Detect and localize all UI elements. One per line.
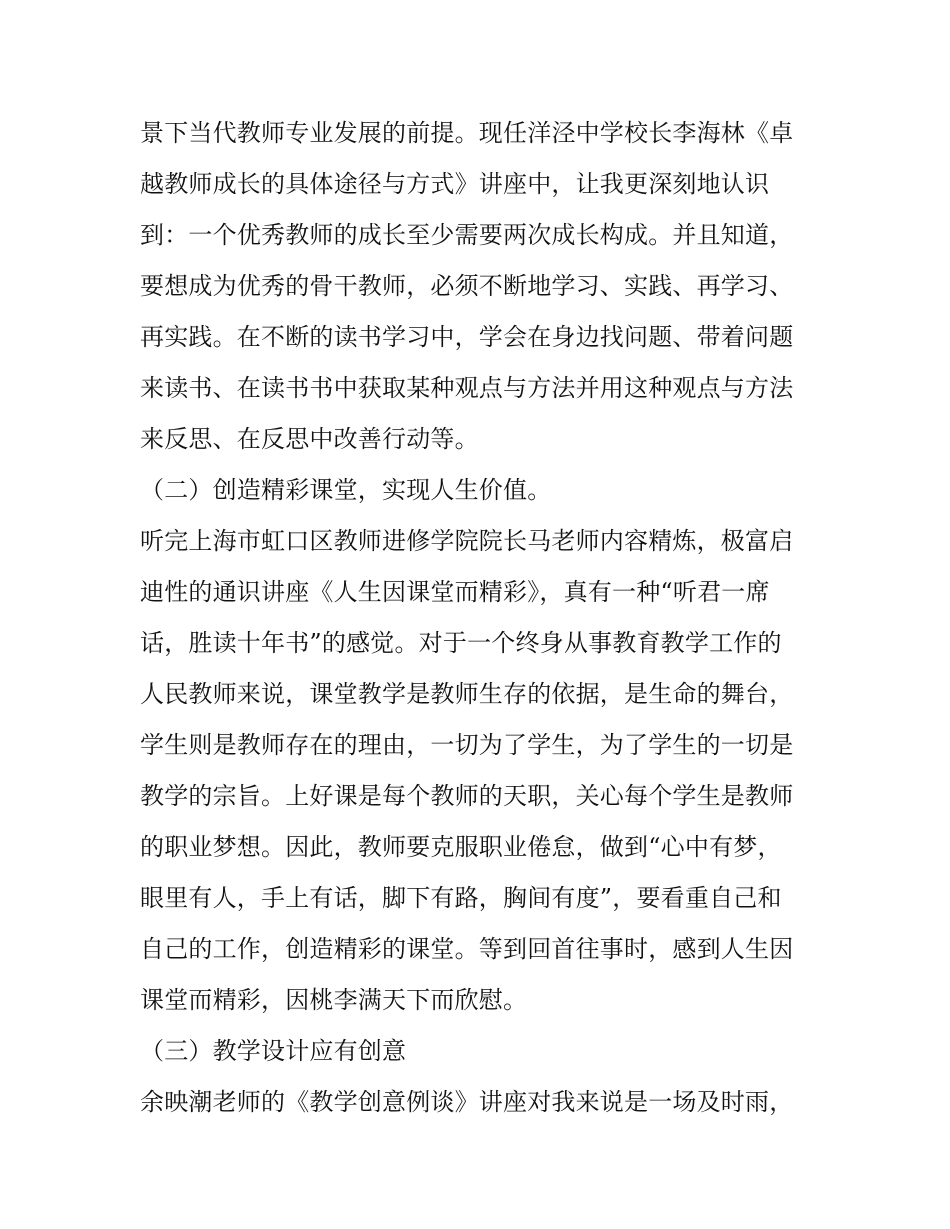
text-line: 景下当代教师专业发展的前提。现任洋泾中学校长李海林《卓 [140, 119, 794, 147]
text-line: 到：一个优秀教师的成长至少需要两次成长构成。并且知道， [140, 221, 794, 249]
text-line: 的职业梦想。因此，教师要克服职业倦怠，做到“心中有梦， [140, 833, 782, 861]
text-line: 眼里有人，手上有话，脚下有路，胸间有度”，要看重自己和 [140, 884, 782, 912]
text-line: 要想成为优秀的骨干教师，必须不断地学习、实践、再学习、 [140, 272, 794, 300]
text-line: 来读书、在读书书中获取某种观点与方法并用这种观点与方法 [140, 374, 794, 402]
text-line: 自己的工作，创造精彩的课堂。等到回首往事时，感到人生因 [140, 935, 794, 963]
text-line: 话，胜读十年书”的感觉。对于一个终身从事教育教学工作的 [140, 629, 782, 657]
section-heading-3: （三）教学设计应有创意 [140, 1037, 407, 1065]
text-line: 迪性的通识讲座《人生因课堂而精彩》，真有一种“听君一席 [140, 578, 770, 606]
text-line: 教学的宗旨。上好课是每个教师的天职，关心每个学生是教师 [140, 782, 794, 810]
text-line: 越教师成长的具体途径与方式》讲座中，让我更深刻地认识 [140, 170, 770, 198]
text-line: 来反思、在反思中改善行动等。 [140, 425, 479, 453]
text-line: 再实践。在不断的读书学习中，学会在身边找问题、带着问题 [140, 323, 794, 351]
text-line: 人民教师来说，课堂教学是教师生存的依据，是生命的舞台， [140, 680, 794, 708]
section-heading-2: （二）创造精彩课堂，实现人生价值。 [140, 476, 552, 504]
text-line: 听完上海市虹口区教师进修学院院长马老师内容精炼，极富启 [140, 527, 794, 555]
text-line: 学生则是教师存在的理由，一切为了学生，为了学生的一切是 [140, 731, 794, 759]
text-line: 余映潮老师的《教学创意例谈》讲座对我来说是一场及时雨， [140, 1088, 794, 1116]
body-text [140, 108, 830, 1128]
text-line: 课堂而精彩，因桃李满天下而欣慰。 [140, 986, 528, 1014]
